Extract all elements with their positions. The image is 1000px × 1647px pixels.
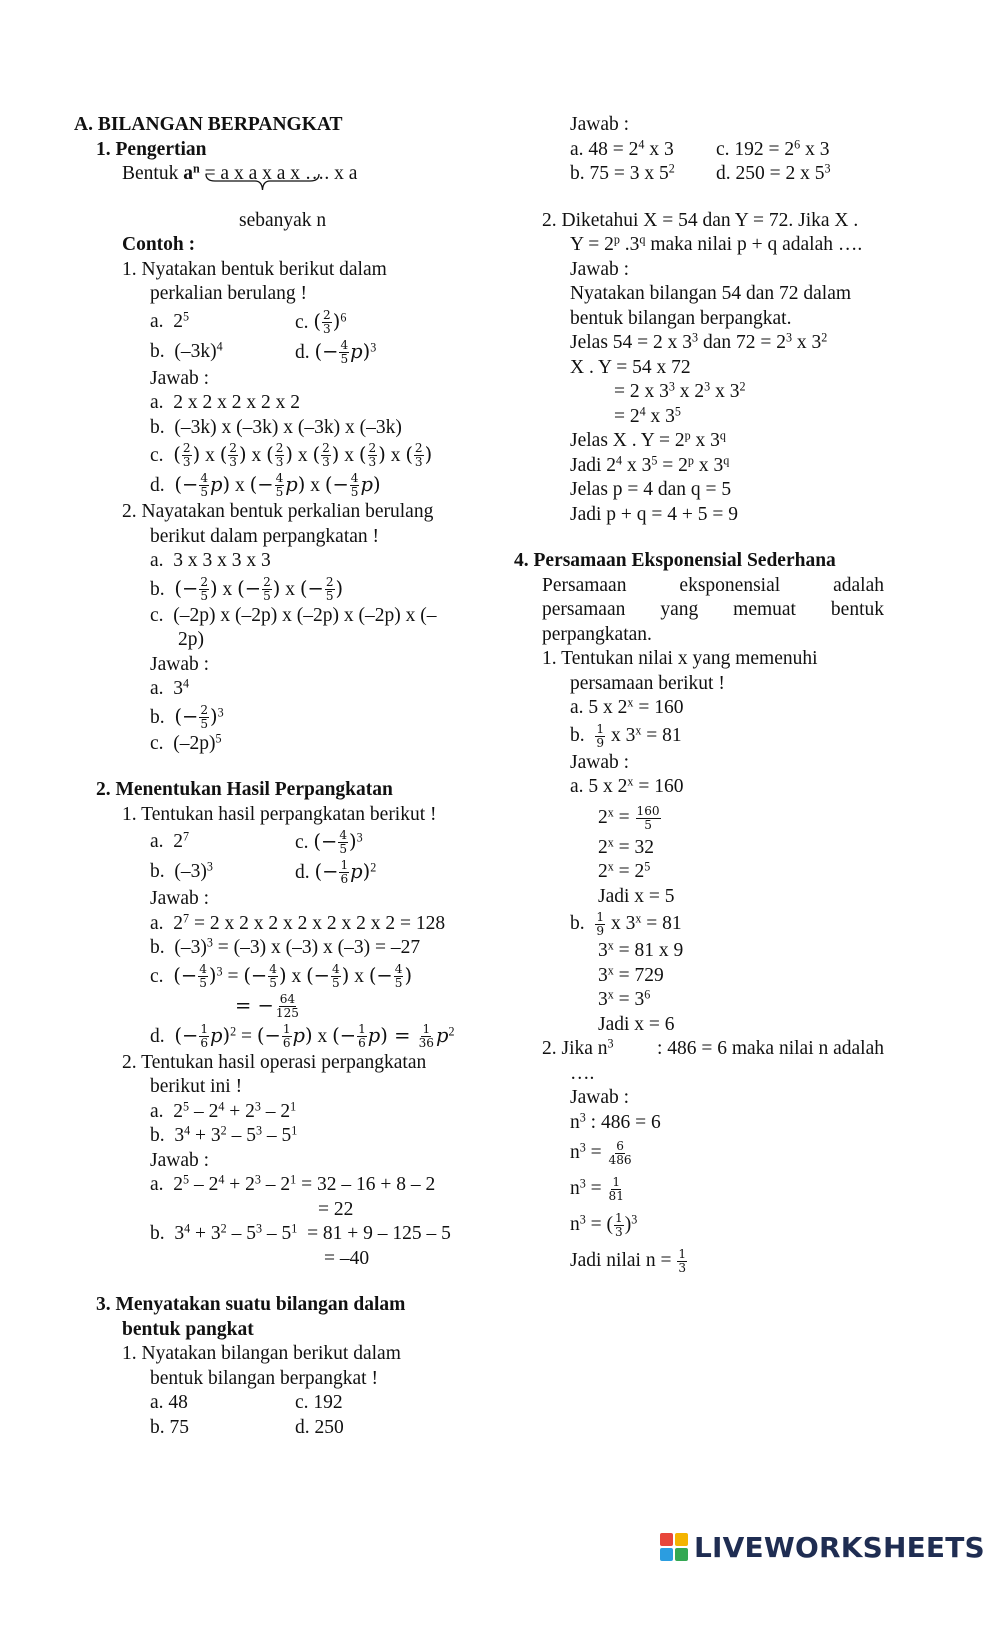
answer-line: a. $3^4$ bbox=[150, 676, 190, 699]
answer-line: a. $48 = 2^4$ x 3 c. $192 = 2^6$ x 3 bbox=[570, 136, 830, 160]
option-row: a. $2^5 - 2^4 + 2^3 - 2^1$ bbox=[150, 1098, 297, 1122]
work-line: b. $\frac{1}{9}$ x $3^x = 81$ bbox=[570, 910, 682, 939]
work-line: $2^x = 2^5$ bbox=[598, 859, 651, 882]
jawab-label: Jawab : bbox=[570, 751, 630, 773]
jawab-label: Jawab : bbox=[570, 114, 630, 135]
logo-icon bbox=[660, 1533, 688, 1561]
question-text: berikut dalam perpangkatan ! bbox=[150, 525, 380, 547]
subsection-pengertian: 1. Pengertian bbox=[96, 138, 207, 160]
work-line: $3^x = 3^6$ bbox=[598, 987, 651, 1010]
right-column bbox=[514, 113, 932, 1279]
question-text: 2. Tentukan hasil operasi perpangkatan bbox=[122, 1051, 427, 1073]
option-row: a. 3 x 3 x 3 x 3 bbox=[150, 550, 271, 571]
subsection-bentuk-pangkat-cont: bentuk pangkat bbox=[122, 1318, 254, 1340]
option-row: c. (–2p) x (–2p) x (–2p) x (–2p) x (– bbox=[150, 604, 437, 626]
question-text: …. bbox=[570, 1062, 595, 1084]
option-row: b. (− $\frac{2}{5}$ ) x (− $\frac{2}{5}$ ) x (− $\frac{2}{5}$ ) bbox=[150, 574, 344, 603]
answer-line: c. (− $\frac{4}{5}$ )$^3$ = (− $\frac{4}{5}$ ) x (− $\frac{4}{5}$ ) x (− $\frac{4}{5}$ ) bbox=[150, 961, 413, 990]
option-row: a. $2^7$ c. (− $\frac{4}{5}$ )$^3$ bbox=[150, 828, 363, 856]
answer-line: b. (− $\frac{2}{5}$ )$^3$ bbox=[150, 702, 224, 731]
answer-line: d. (− $\frac{1}{6}$ p)$^2$ = (− $\frac{1}{6}$ p) x (− $\frac{1}{6}$ p) = $\frac{1}{36}$ $p^2$ bbox=[150, 1021, 455, 1050]
question-text: 2. Nayatakan bentuk perkalian berulang bbox=[122, 501, 434, 522]
work-line: X . Y = 54 x 72 bbox=[570, 356, 691, 378]
work-line: $2^x = 32$ bbox=[598, 834, 655, 858]
question-text: 1. Nyatakan bilangan berikut dalam bbox=[122, 1343, 401, 1364]
answer-line: b. 75 = 3 x $5^2$ d. 250 = 2 x $5^3$ bbox=[570, 161, 831, 184]
work-line: Jadi p + q = 4 + 5 = 9 bbox=[570, 503, 739, 525]
work-line: = 2 x $3^3$ x $2^3$ x $3^2$ bbox=[614, 379, 746, 402]
work-line: $3^x = 81$ x 9 bbox=[598, 938, 684, 961]
question-text: berikut ini ! bbox=[150, 1076, 243, 1097]
option-row-cont: 2p) bbox=[178, 629, 204, 650]
jawab-label: Jawab : bbox=[150, 367, 210, 389]
brace-label: sebanyak n bbox=[239, 209, 327, 231]
answer-line: c. $(-2p)^5$ bbox=[150, 730, 222, 754]
subsection-bentuk-pangkat: 3. Menyatakan suatu bilangan dalam bbox=[96, 1294, 406, 1315]
work-line: a. 5 x $2^x = 160$ bbox=[570, 774, 684, 797]
question-text: 1. Nyatakan bentuk berikut dalam bbox=[122, 258, 387, 280]
underbrace bbox=[205, 172, 320, 194]
option-row: b. 75 d. 250 bbox=[150, 1416, 344, 1438]
work-line: Jadi $2^4$ x $3^5 = 2^p$ x 3$^q$ bbox=[570, 452, 730, 476]
answer-line: d. (− $\frac{4}{5}$ p) x (− $\frac{4}{5}$ p) x (− $\frac{4}{5}$ p) bbox=[150, 471, 381, 499]
work-line: Jadi x = 5 bbox=[598, 885, 675, 907]
answer-line: b. $(-3)^3 = (-3)$ x (–3) x (–3) = –27 bbox=[150, 935, 421, 958]
logo-text: LIVEWORKSHEETS bbox=[694, 1530, 985, 1564]
contoh-label: Contoh : bbox=[122, 234, 196, 255]
answer-line: b. $3^4 + 3^2 - 5^3 - 5^1 = 81 + 9 - 125 - 5$ bbox=[150, 1221, 451, 1244]
question-text: 1. Tentukan hasil perpangkatan berikut ! bbox=[122, 803, 437, 825]
definition-line: Persamaan eksponensial adalah bbox=[542, 574, 884, 596]
work-line: Jadi nilai n = $\frac{1}{3}$ bbox=[570, 1247, 687, 1276]
question-text: perkalian berulang ! bbox=[150, 283, 308, 304]
answer-line: a. 2 x 2 x 2 x 2 x 2 bbox=[150, 392, 301, 413]
question-text: 2. Jika $n^3$ : 486 = 6 maka nilai n adalah bbox=[542, 1036, 884, 1059]
option-row: a. $2^5$ c. ( $\frac{2}{3}$ )$^6$ bbox=[150, 307, 347, 336]
answer-line: = − $\frac{64}{125}$ bbox=[235, 991, 299, 1020]
question-text: 1. Tentukan nilai x yang memenuhi bbox=[542, 648, 818, 669]
work-line: $2^x$ = $\frac{160}{5}$ bbox=[598, 803, 660, 832]
work-line: Jadi x = 6 bbox=[598, 1013, 675, 1035]
definition-line: Bentuk $a^n = a$ x a x a x …. x a bbox=[122, 161, 358, 184]
answer-line: a. $2^5 - 2^4 + 2^3 - 2^1 = 32 - 16 + 8 - 2$ bbox=[150, 1172, 436, 1195]
option-row: b. $3^4 + 3^2 - 5^3 - 5^1$ bbox=[150, 1123, 298, 1146]
work-line: Jelas 54 = 2 x $3^3$ dan $72 = 2^3$ x $3^2$ bbox=[570, 330, 828, 353]
option-row: a. 48 c. 192 bbox=[150, 1392, 343, 1413]
work-line: Jelas X . $Y = 2^p$ x 3$^q$ bbox=[570, 428, 726, 451]
option-row: b. $(-3k)^4$ d. (− $\frac{4}{5}$ p)$^3$ bbox=[150, 337, 377, 366]
jawab-label: Jawab : bbox=[150, 653, 210, 675]
answer-line: c. ( $\frac{2}{3}$ ) x ( $\frac{2}{3}$ ) x ( $\frac{2}{3}$ ) x ( $\frac{2}{3}$ ) x ( $\frac{2}{3}$ ) x ( $\frac{2}{3}$ ) bbox=[150, 441, 433, 469]
option-row: a. 5 x $2^x = 160$ bbox=[570, 695, 684, 718]
jawab-label: Jawab : bbox=[150, 888, 210, 909]
subsection-hasil: 2. Menentukan Hasil Perpangkatan bbox=[96, 779, 393, 800]
work-line: $n^3$ = $\frac{1}{81}$ bbox=[570, 1175, 624, 1204]
jawab-label: Jawab : bbox=[570, 1087, 630, 1108]
work-line: $n^3$ = ( $\frac{1}{3}$ )$^3$ bbox=[570, 1211, 638, 1240]
section-title: A. BILANGAN BERPANGKAT bbox=[74, 114, 343, 135]
work-line: Nyatakan bilangan 54 dan 72 dalam bbox=[570, 283, 852, 304]
option-row: b. $\frac{1}{9}$ x $3^x = 81$ bbox=[570, 721, 682, 750]
answer-line: b. (–3k) x (–3k) x (–3k) x (–3k) bbox=[150, 416, 402, 438]
question-text: persamaan berikut ! bbox=[570, 672, 725, 694]
left-column bbox=[74, 113, 489, 1440]
work-line: $n^3$ = $\frac{6}{486}$ bbox=[570, 1139, 632, 1168]
work-line: $n^3$ : 486 = 6 bbox=[570, 1109, 661, 1133]
definition-line: persamaan yang memuat bentuk bbox=[542, 599, 884, 620]
question-text: 2. Diketahui X = 54 dan Y = 72. Jika X . bbox=[542, 209, 859, 231]
work-line: Jelas p = 4 dan q = 5 bbox=[570, 479, 732, 500]
question-text: $Y = 2^p$ .3$^q$ maka nilai p + q adalah …. bbox=[570, 232, 863, 255]
option-row: b. $(-3)^3$ d. (− $\frac{1}{6}$ p)$^2$ bbox=[150, 858, 377, 886]
answer-line: = –40 bbox=[324, 1247, 370, 1269]
jawab-label: Jawab : bbox=[570, 258, 630, 280]
answer-line: a. $2^7 = 2$ x 2 x 2 x 2 x 2 x 2 x 2 = 128 bbox=[150, 910, 446, 934]
work-line: bentuk bilangan berpangkat. bbox=[570, 307, 792, 329]
liveworksheets-logo bbox=[660, 1530, 985, 1564]
work-line: = $2^4$ x $3^5$ bbox=[614, 403, 681, 427]
definition-line: perpangkatan. bbox=[542, 623, 652, 645]
jawab-label: Jawab : bbox=[150, 1149, 210, 1171]
question-text: bentuk bilangan berpangkat ! bbox=[150, 1367, 378, 1389]
subsection-persamaan: 4. Persamaan Eksponensial Sederhana bbox=[514, 550, 836, 571]
answer-line: = 22 bbox=[318, 1198, 354, 1220]
work-line: $3^x = 729$ bbox=[598, 962, 664, 986]
